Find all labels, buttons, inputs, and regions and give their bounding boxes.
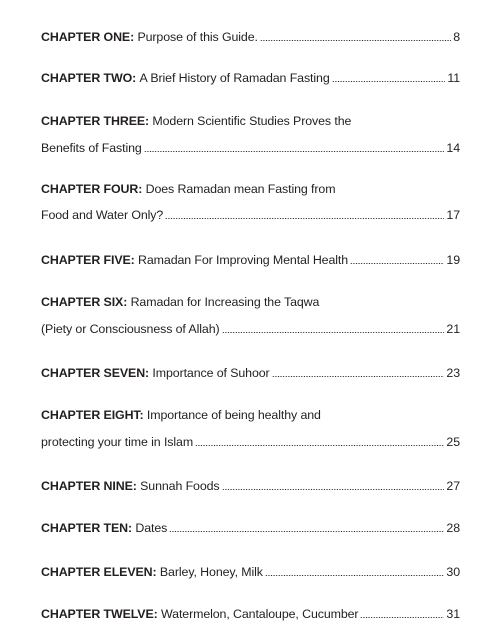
dot-leader [272,376,445,377]
chapter-label: CHAPTER EIGHT: [41,408,144,422]
toc-entry-chapter-ten[interactable] [41,517,460,535]
chapter-title: Importance of Suhoor [152,366,270,380]
toc-entry-chapter-eleven[interactable] [41,561,460,579]
toc-entry-chapter-six[interactable] [41,291,441,309]
chapter-title: Watermelon, Cantaloupe, Cucumber [161,607,359,621]
chapter-title: Does Ramadan mean Fasting from [145,182,336,196]
toc-entry-chapter-two[interactable] [41,67,460,85]
page-number: 11 [447,71,460,85]
toc-entry-chapter-nine[interactable] [41,475,460,493]
toc-entry-chapter-one[interactable] [41,26,460,44]
page-number: 28 [446,521,460,535]
chapter-title: Importance of being healthy and [146,408,321,422]
toc-entry-chapter-eight-cont[interactable] [41,431,460,449]
chapter-title: Sunnah Foods [140,479,220,493]
toc-entry-chapter-seven[interactable] [41,362,460,380]
dot-leader [195,445,444,446]
toc-entry-chapter-four-cont[interactable] [41,204,460,222]
page-number: 31 [446,607,460,621]
chapter-label: CHAPTER FIVE: [41,253,135,267]
dot-leader [169,531,444,532]
chapter-label: CHAPTER NINE: [41,479,137,493]
page-number: 27 [446,479,460,493]
chapter-label: CHAPTER ELEVEN: [41,565,157,579]
chapter-title: Purpose of this Guide. [137,30,258,44]
chapter-title-continued: protecting your time in Islam [41,435,194,449]
toc-entry-chapter-three-cont[interactable] [41,137,460,155]
page-number: 14 [446,141,460,155]
chapter-title-continued: Benefits of Fasting [41,141,142,155]
chapter-label: CHAPTER SEVEN: [41,366,150,380]
page-number: 21 [446,322,460,336]
chapter-label: CHAPTER TWO: [41,71,137,85]
chapter-title: A Brief History of Ramadan Fasting [139,71,330,85]
dot-leader [332,81,446,82]
toc-entry-chapter-four[interactable] [41,178,441,196]
dot-leader [165,218,444,219]
chapter-title: Barley, Honey, Milk [159,565,263,579]
dot-leader [360,617,444,618]
dot-leader [144,151,445,152]
toc-entry-chapter-six-cont[interactable] [41,318,460,336]
page-number: 19 [446,253,460,267]
page-number: 23 [446,366,460,380]
chapter-title: Ramadan for Increasing the Taqwa [130,295,320,309]
chapter-title-continued: Food and Water Only? [41,208,164,222]
dot-leader [222,332,445,333]
toc-entry-chapter-twelve[interactable] [41,603,460,621]
chapter-title: Dates [135,521,168,535]
chapter-label: CHAPTER ONE: [41,30,135,44]
chapter-title-continued: (Piety or Consciousness of Allah) [41,322,220,336]
dot-leader [350,263,444,264]
toc-entry-chapter-eight[interactable] [41,404,441,422]
toc-entry-chapter-three[interactable] [41,110,441,128]
toc-entry-chapter-five[interactable] [41,249,460,267]
chapter-label: CHAPTER SIX: [41,295,128,309]
dot-leader [222,489,445,490]
chapter-title: Modern Scientific Studies Proves the [152,114,352,128]
chapter-label: CHAPTER THREE: [41,114,150,128]
page-number: 30 [446,565,460,579]
page-number: 25 [446,435,460,449]
dot-leader [260,40,451,41]
chapter-title: Ramadan For Improving Mental Health [138,253,349,267]
page-number: 8 [453,30,460,44]
dot-leader [265,575,445,576]
page-number: 17 [446,208,460,222]
chapter-label: CHAPTER FOUR: [41,182,143,196]
chapter-label: CHAPTER TEN: [41,521,133,535]
chapter-label: CHAPTER TWELVE: [41,607,158,621]
